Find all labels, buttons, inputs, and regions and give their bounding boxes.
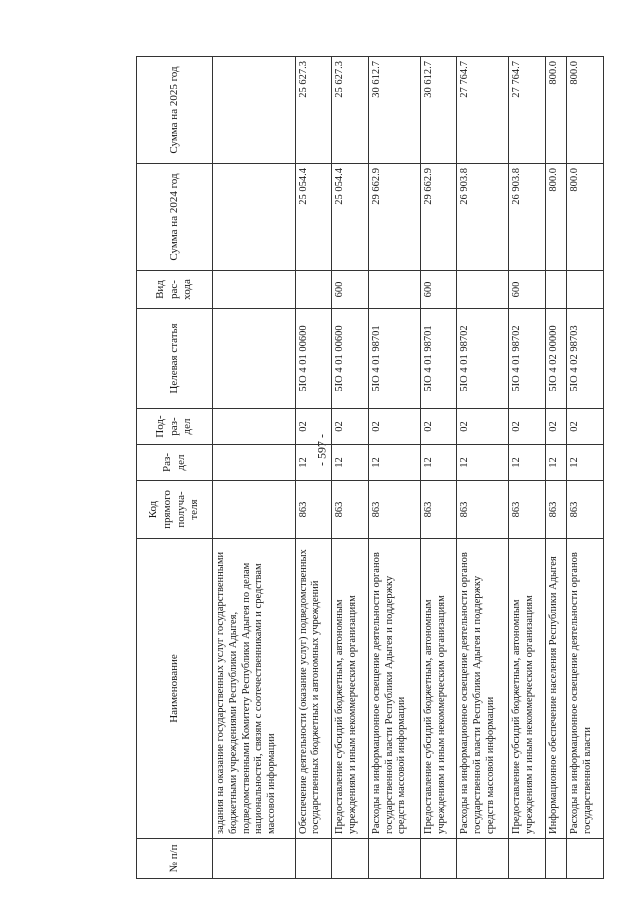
cell-razd: 12	[567, 445, 604, 481]
header-ved: Код прямого получа-теля	[137, 481, 213, 539]
cell-name: Предоставление субсидий бюджетным, автономным учреждениям и иным некоммерческим организациям	[509, 539, 546, 839]
cell-sum-2024: 26 903.8	[457, 164, 509, 271]
cell-sum-2025: 27 764.7	[457, 57, 509, 164]
cell-podr: 02	[457, 409, 509, 445]
table-row	[457, 57, 509, 879]
table-row	[509, 57, 546, 879]
cell-cel	[213, 309, 296, 409]
header-razd: Раз-дел	[137, 445, 213, 481]
cell-sum-2025: 25 627.3	[295, 57, 332, 164]
cell-podr: 02	[546, 409, 567, 445]
cell-sum-2024: 29 662.9	[420, 164, 457, 271]
table-row	[546, 57, 567, 879]
cell-podr: 02	[332, 409, 369, 445]
budget-table	[136, 56, 604, 879]
cell-sum-2024: 800.0	[567, 164, 604, 271]
cell-no	[546, 839, 567, 879]
table-row	[213, 57, 296, 879]
cell-name: Расходы на информационное освещение деятельности органов государственной власти Республики Адыгея и поддержку средств массовой информации	[368, 539, 420, 839]
cell-cel: 5IO 4 01 98701	[420, 309, 457, 409]
table-row	[368, 57, 420, 879]
cell-cel: 5IO 4 02 98703	[567, 309, 604, 409]
cell-vid	[567, 271, 604, 309]
table-row	[332, 57, 369, 879]
cell-ved: 863	[368, 481, 420, 539]
cell-podr: 02	[368, 409, 420, 445]
cell-sum-2024: 25 054.4	[295, 164, 332, 271]
cell-vid	[546, 271, 567, 309]
cell-sum-2024: 25 054.4	[332, 164, 369, 271]
cell-sum-2024: 800.0	[546, 164, 567, 271]
cell-no	[368, 839, 420, 879]
header-vid: Вид рас-хода	[137, 271, 213, 309]
page-number: - 597 -	[314, 434, 329, 466]
cell-podr: 02	[420, 409, 457, 445]
cell-cel: 5IO 4 01 98702	[509, 309, 546, 409]
cell-ved: 863	[420, 481, 457, 539]
cell-sum-2025: 25 627.3	[332, 57, 369, 164]
table-row	[567, 57, 604, 879]
cell-cel: 5IO 4 01 98702	[457, 309, 509, 409]
cell-ved: 863	[546, 481, 567, 539]
header-sum-2024: Сумма на 2024 год	[137, 164, 213, 271]
header-no: № п/п	[137, 839, 213, 879]
cell-sum-2025	[213, 57, 296, 164]
table-header-row	[137, 57, 213, 879]
cell-ved: 863	[457, 481, 509, 539]
cell-vid	[295, 271, 332, 309]
cell-vid: 600	[509, 271, 546, 309]
cell-no	[213, 839, 296, 879]
cell-name: Расходы на информационное освещение деятельности органов государственной власти	[567, 539, 604, 839]
cell-podr	[213, 409, 296, 445]
cell-vid	[368, 271, 420, 309]
cell-no	[457, 839, 509, 879]
cell-podr: 02	[295, 409, 332, 445]
cell-name: задания на оказание государственных услуг государственными бюджетными учреждениями Республики Адыгея, подведомственными Комитету Республики Адыгея по делам национальностей, связям с соотечественниками и средствам массовой информации	[213, 539, 296, 839]
table-row	[295, 57, 332, 879]
cell-ved: 863	[332, 481, 369, 539]
table-row	[420, 57, 457, 879]
cell-no	[332, 839, 369, 879]
cell-sum-2024: 26 903.8	[509, 164, 546, 271]
cell-podr: 02	[509, 409, 546, 445]
cell-name: Предоставление субсидий бюджетным, автономным учреждениям и иным некоммерческим организациям	[332, 539, 369, 839]
cell-podr: 02	[567, 409, 604, 445]
budget-table-container	[136, 57, 604, 879]
cell-name: Предоставление субсидий бюджетным, автономным учреждениям и иным некоммерческим организациям	[420, 539, 457, 839]
cell-name: Обеспечение деятельности (оказание услуг) подведомственных государственных бюджетных и автономных учреждений	[295, 539, 332, 839]
cell-ved: 863	[509, 481, 546, 539]
cell-no	[420, 839, 457, 879]
cell-razd: 12	[420, 445, 457, 481]
cell-vid: 600	[332, 271, 369, 309]
cell-name: Расходы на информационное освещение деятельности органов государственной власти Республики Адыгея и поддержку средств массовой информации	[457, 539, 509, 839]
cell-razd	[213, 445, 296, 481]
cell-razd: 12	[332, 445, 369, 481]
cell-no	[567, 839, 604, 879]
header-name: Наименование	[137, 539, 213, 839]
cell-no	[295, 839, 332, 879]
cell-cel: 5IO 4 01 98701	[368, 309, 420, 409]
header-sum-2025: Сумма на 2025 год	[137, 57, 213, 164]
header-cel: Целевая статья	[137, 309, 213, 409]
cell-sum-2025: 800.0	[546, 57, 567, 164]
cell-cel: 5IO 4 02 00000	[546, 309, 567, 409]
cell-sum-2024	[213, 164, 296, 271]
header-podr: Под-раз-дел	[137, 409, 213, 445]
cell-cel: 5IO 4 01 00600	[295, 309, 332, 409]
cell-vid	[213, 271, 296, 309]
cell-ved	[213, 481, 296, 539]
cell-razd: 12	[295, 445, 332, 481]
cell-sum-2025: 30 612.7	[420, 57, 457, 164]
cell-sum-2025: 30 612.7	[368, 57, 420, 164]
cell-cel: 5IO 4 01 00600	[332, 309, 369, 409]
cell-vid	[457, 271, 509, 309]
cell-name: Информационное обеспечение населения Республики Адыгея	[546, 539, 567, 839]
cell-ved: 863	[295, 481, 332, 539]
cell-sum-2025: 27 764.7	[509, 57, 546, 164]
cell-vid: 600	[420, 271, 457, 309]
cell-razd: 12	[457, 445, 509, 481]
cell-sum-2025: 800.0	[567, 57, 604, 164]
cell-razd: 12	[509, 445, 546, 481]
cell-razd: 12	[546, 445, 567, 481]
cell-razd: 12	[368, 445, 420, 481]
cell-sum-2024: 29 662.9	[368, 164, 420, 271]
cell-no	[509, 839, 546, 879]
cell-ved: 863	[567, 481, 604, 539]
